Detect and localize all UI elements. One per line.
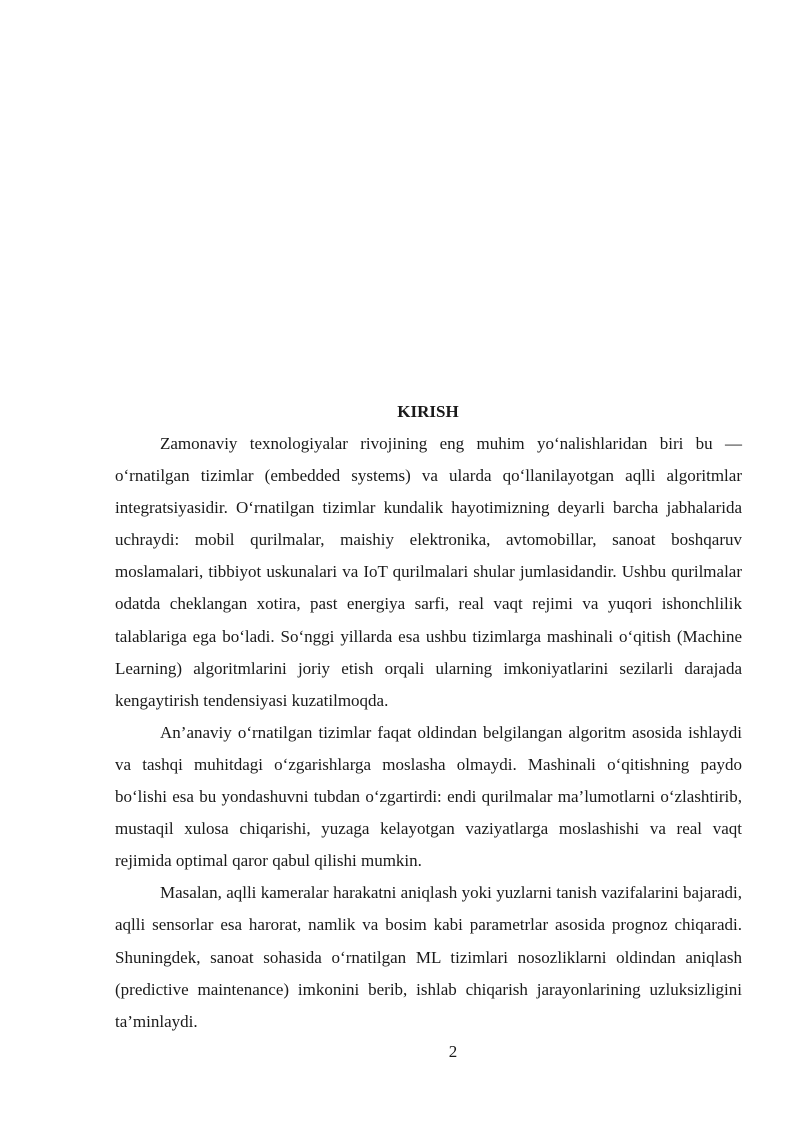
body-text <box>115 428 742 1038</box>
paragraph-1: Zamonaviy texnologiyalar rivojining eng muhim yo‘nalishlaridan biri bu — o‘rnatilgan tizimlar (embedded systems) va ularda qo‘llanilayotgan aqlli algoritmlar integratsiyasidir. O‘rnatilgan tizimlar kundalik hayotimizning deyarli barcha jabhalarida uchraydi: mobil qurilmalar, maishiy elektronika, avtomobillar, sanoat boshqaruv moslamalari, tibbiyot uskunalari va IoT qurilmalari shular jumlasidandir. Ushbu qurilmalar odatda cheklangan xotira, past energiya sarfi, real vaqt rejimi va yuqori ishonchlilik talablariga ega bo‘ladi. So‘nggi yillarda esa ushbu tizimlarga mashinali o‘qitish (Machine Learning) algoritmlarini joriy etish orqali ularning imkoniyatlarini sezilarli darajada kengaytirish tendensiyasi kuzatilmoqda. <box>115 434 742 710</box>
page-number: 2 <box>448 1042 458 1061</box>
section-heading: KIRISH <box>397 402 459 421</box>
paragraph-2: An’anaviy o‘rnatilgan tizimlar faqat oldindan belgilangan algoritm asosida ishlaydi va tashqi muhitdagi o‘zgarishlarga moslasha olmaydi. Mashinali o‘qitishning paydo bo‘lishi esa bu yondashuvni tubdan o‘zgartirdi: endi qurilmalar ma’lumotlarni o‘zlashtirib, mustaqil xulosa chiqarishi, yuzaga kelayotgan vaziyatlarga moslashishi va real vaqt rejimida optimal qaror qabul qilishi mumkin. <box>115 722 742 871</box>
paragraph-3: Masalan, aqlli kameralar harakatni aniqlash yoki yuzlarni tanish vazifalarini bajaradi, aqlli sensorlar esa harorat, namlik va bosim kabi parametrlar asosida prognoz chiqaradi. Shuningdek, sanoat sohasida o‘rnatilgan ML tizimlari nosozliklarni oldindan aniqlash (predictive maintenance) imkonini berib, ishlab chiqarish jarayonlarining uzluksizligini ta’minlaydi. <box>115 883 742 1031</box>
